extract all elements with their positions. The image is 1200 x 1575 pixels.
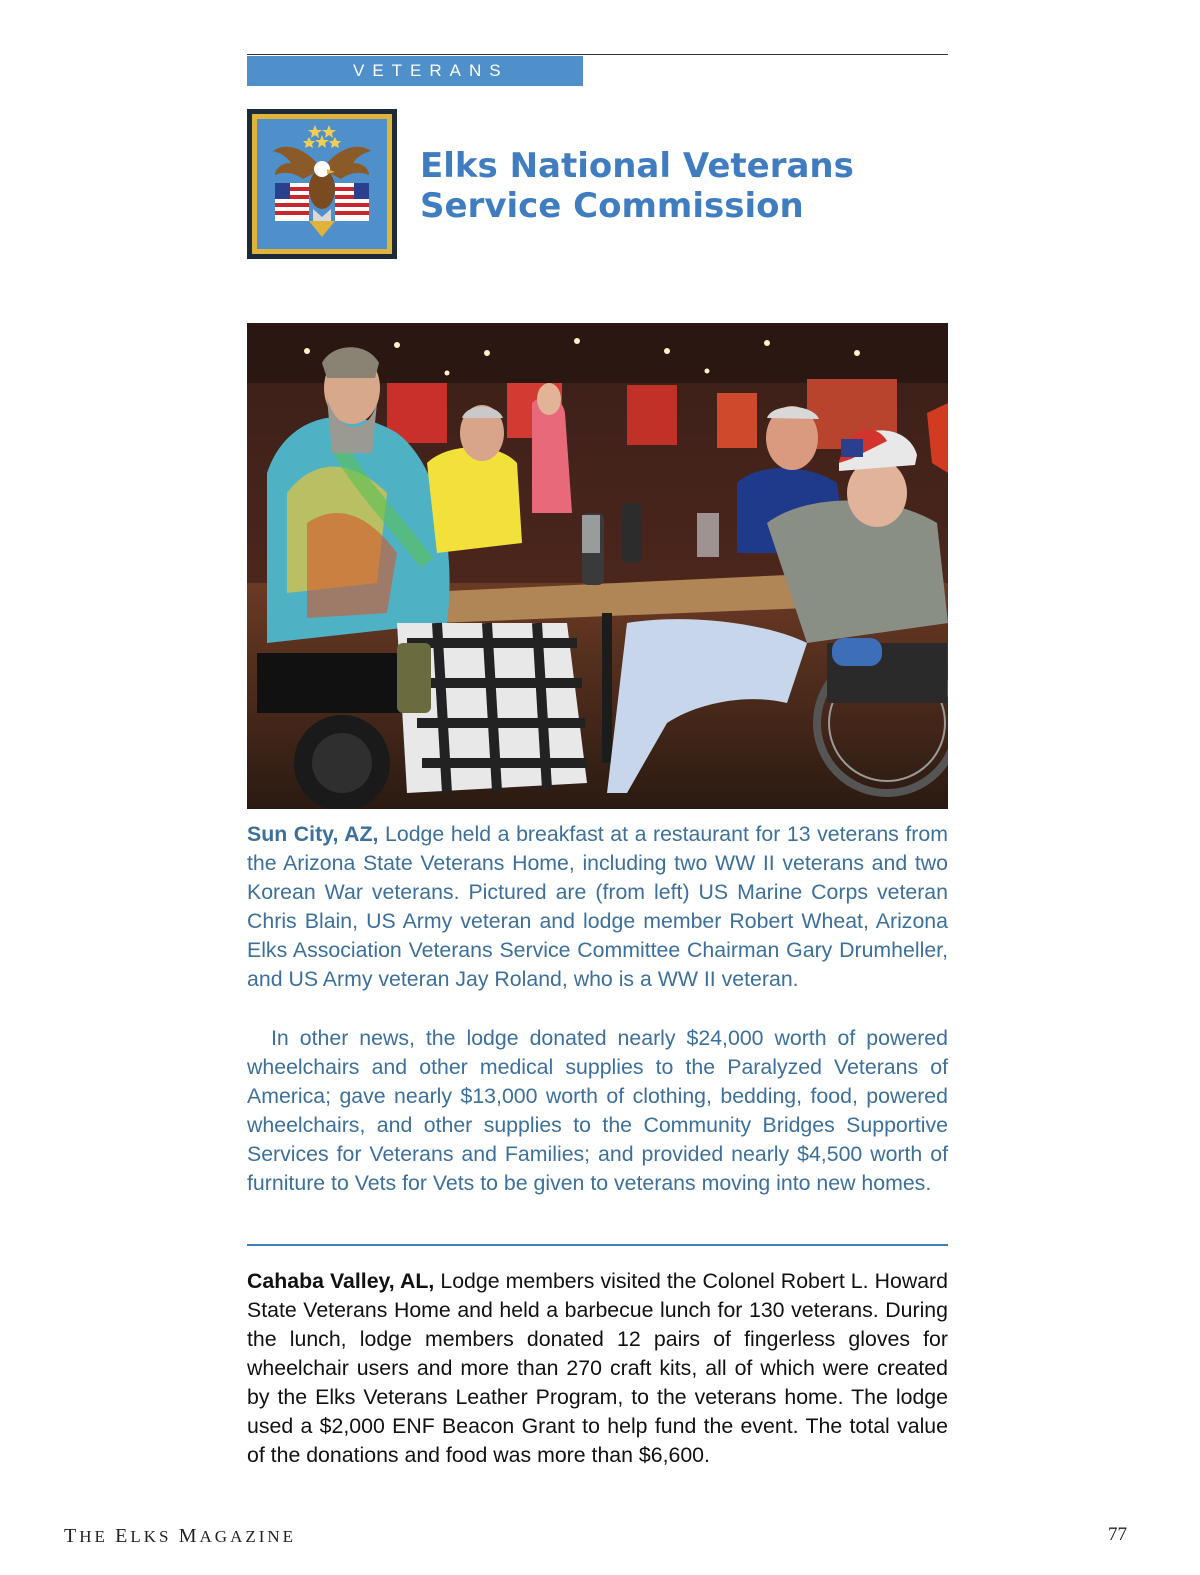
page-title — [420, 146, 854, 226]
article-sun-city — [247, 820, 948, 994]
magazine-name-lks: LKS — [130, 1527, 179, 1546]
article-lead: Sun City, AZ, — [247, 822, 379, 846]
article-body: Lodge members visited the Colonel Robert L. Howard State Veterans Home and held a barbecue lunch for 130 veterans. During the lunch, lodge members donated 12 pairs of fingerless gloves for wheelchair users and more than 270 craft kits, all of which were created by the Elks Veterans Leather Program, to the veterans home. The lodge used a $2,000 ENF Beacon Grant to help fund the event. The total value of the donations and food was more than $6,600. — [247, 1269, 948, 1467]
magazine-name-agazine: AGAZINE — [199, 1527, 297, 1546]
top-rule — [247, 54, 948, 55]
restaurant-breakfast-photo — [247, 323, 948, 809]
article-lead: Cahaba Valley, AL, — [247, 1269, 435, 1293]
title-line-2: Service Commission — [420, 186, 804, 226]
magazine-name — [64, 1525, 296, 1548]
magazine-name-t: T — [64, 1525, 80, 1547]
magazine-name-m: M — [178, 1525, 200, 1547]
section-label: VETERANS — [247, 56, 583, 86]
page-number: 77 — [1108, 1524, 1127, 1545]
magazine-name-e: E — [115, 1525, 131, 1547]
article-cahaba-valley — [247, 1267, 948, 1470]
title-line-1: Elks National Veterans — [420, 146, 854, 186]
eagle-flags-emblem-icon — [247, 109, 397, 259]
article-sun-city-second-paragraph: In other news, the lodge donated nearly $24,000 worth of powered wheelchairs and other medical supplies to the Paralyzed Veterans of America; gave nearly $13,000 worth of clothing, bedding, food, powered wheelchairs, and other supplies to the Community Bridges Supportive Services for Veterans and Families; and provided nearly $4,500 worth of furniture to Vets for Vets to be given to veterans moving into new homes. — [247, 1026, 948, 1195]
article-divider — [247, 1244, 948, 1246]
magazine-name-he: HE — [79, 1527, 116, 1546]
article-body: Lodge held a breakfast at a restaurant for 13 veterans from the Arizona State Veterans Home, including two WW II veterans and two Korean War veterans. Pictured are (from left) US Marine Corps veteran Chris Blain, US Army veteran and lodge member Robert Wheat, Arizona Elks Association Veterans Service Committee Chairman Gary Drumheller, and US Army veteran Jay Roland, who is a WW II veteran. — [247, 822, 948, 991]
